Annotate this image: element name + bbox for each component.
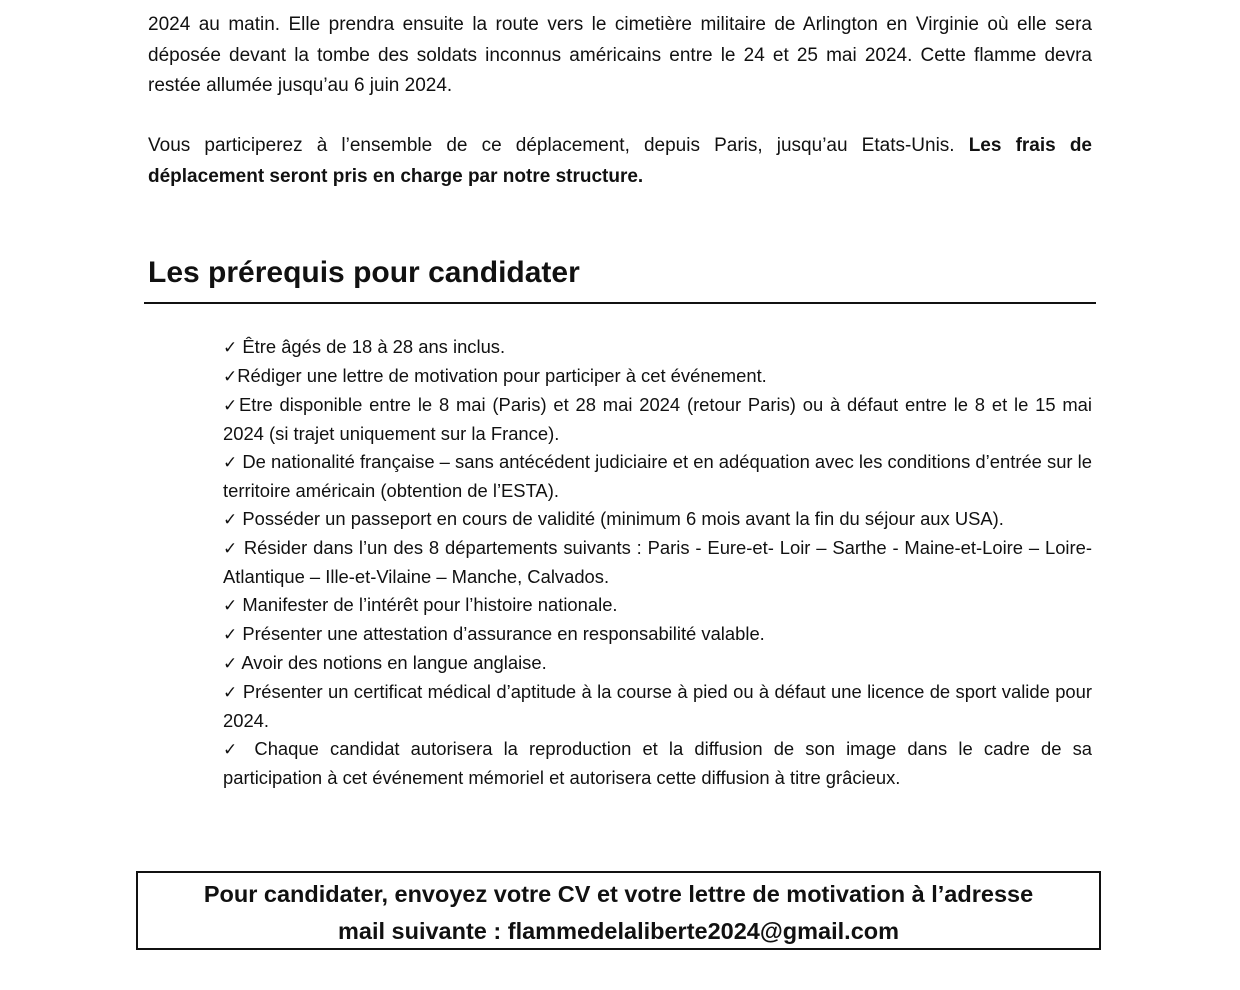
checkmark-icon: ✓ bbox=[223, 683, 238, 703]
requirement-text: Manifester de l’intérêt pour l’histoire nationale. bbox=[237, 594, 618, 615]
requirement-item bbox=[223, 505, 1092, 534]
requirement-text: Chaque candidat autorisera la reproduction et la diffusion de son image dans le cadre de sa participation à cet événement mémoriel et autorisera cette diffusion à titre grâcieux. bbox=[223, 738, 1092, 788]
checkmark-icon: ✓ bbox=[223, 338, 238, 358]
contact-line-1: Pour candidater, envoyez votre CV et votre lettre de motivation à l’adresse bbox=[203, 881, 1034, 907]
heading-underline bbox=[144, 302, 1096, 304]
requirement-text: Être âgés de 18 à 28 ans inclus. bbox=[237, 336, 506, 357]
requirement-text: Rédiger une lettre de motivation pour participer à cet événement. bbox=[237, 365, 767, 386]
checkmark-icon: ✓ bbox=[223, 654, 238, 674]
checkmark-icon: ✓ bbox=[223, 510, 238, 530]
contact-box bbox=[136, 871, 1101, 950]
requirement-item bbox=[223, 448, 1092, 505]
checkmark-icon: ✓ bbox=[223, 596, 238, 616]
intro-paragraph-1: 2024 au matin. Elle prendra ensuite la route vers le cimetière militaire de Arlington en Virginie où elle sera déposée devant la tombe des soldats inconnus américains entre le 24 et 25 mai 2024. Cette flamme devra restée allumée jusqu’au 6 juin 2024. bbox=[148, 14, 1092, 96]
intro-paragraph-2 bbox=[148, 131, 1092, 192]
requirement-text: De nationalité française – sans antécédent judiciaire et en adéquation avec les conditions d’entrée sur le territoire américain (obtention de l’ESTA). bbox=[223, 451, 1092, 501]
requirement-item bbox=[223, 678, 1092, 735]
requirement-text: Présenter une attestation d’assurance en responsabilité valable. bbox=[237, 623, 765, 644]
section-heading: Les prérequis pour candidater bbox=[148, 256, 580, 289]
intro-paragraph-2-text: Vous participerez à l’ensemble de ce déplacement, depuis Paris, jusqu’au Etats-Unis. bbox=[148, 135, 969, 156]
requirement-item bbox=[223, 333, 1092, 362]
requirement-item bbox=[223, 735, 1092, 792]
requirement-item bbox=[223, 391, 1092, 448]
checkmark-icon: ✓ bbox=[223, 740, 244, 760]
requirement-text: Avoir des notions en langue anglaise. bbox=[237, 652, 547, 673]
requirement-text: Posséder un passeport en cours de validité (minimum 6 mois avant la fin du séjour aux USA). bbox=[237, 508, 1004, 529]
checkmark-icon: ✓ bbox=[223, 367, 238, 387]
intro-paragraph-2-bold: Les frais de déplacement seront pris en charge par notre structure. bbox=[148, 135, 1092, 187]
requirement-item bbox=[223, 534, 1092, 591]
checkmark-icon: ✓ bbox=[223, 396, 239, 416]
requirement-item bbox=[223, 591, 1092, 620]
checkmark-icon: ✓ bbox=[223, 625, 238, 645]
contact-line-2: mail suivante : flammedelaliberte2024@gmail.com bbox=[337, 918, 900, 944]
checkmark-icon: ✓ bbox=[223, 453, 238, 473]
requirement-text: Présenter un certificat médical d’aptitude à la course à pied ou à défaut une licence de sport valide pour 2024. bbox=[223, 681, 1092, 731]
requirement-item bbox=[223, 362, 1092, 391]
requirement-item bbox=[223, 620, 1092, 649]
checkmark-icon: ✓ bbox=[223, 539, 239, 559]
requirements-list bbox=[223, 333, 1092, 792]
requirement-text: Résider dans l’un des 8 départements suivants : Paris - Eure-et- Loir – Sarthe - Maine-et-Loire – Loire-Atlantique – Ille-et-Vilaine – Manche, Calvados. bbox=[223, 537, 1092, 587]
requirement-text: Etre disponible entre le 8 mai (Paris) et 28 mai 2024 (retour Paris) ou à défaut entre le 8 et le 15 mai 2024 (si trajet uniquement sur la France). bbox=[223, 394, 1093, 444]
requirement-item bbox=[223, 649, 1092, 678]
